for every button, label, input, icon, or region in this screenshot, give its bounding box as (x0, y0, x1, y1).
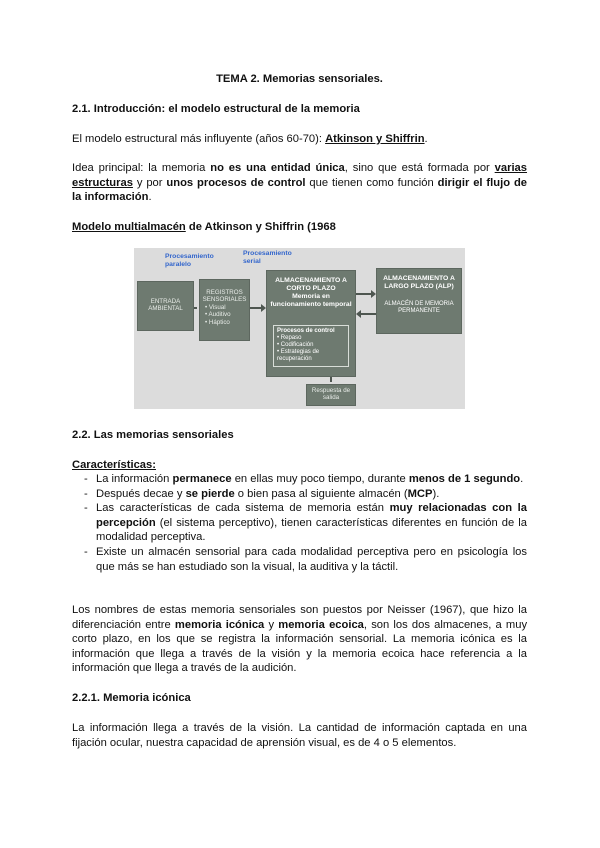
neisser-text-2: y (264, 618, 279, 631)
neisser-text-3: , son los dos almacenes, a muy corto plazo, en los que se registra la información sensorial. La memoria icónica es la información que llega a través de la visión y la memoria ecoica hace referencia a la información que llega a través de la audición. (72, 618, 528, 675)
intro-text: El modelo estructural más influyente (años 60-70): (72, 133, 326, 145)
short-term-store-title: ALMACENAMIENTO A CORTO PLAZO (275, 277, 347, 292)
main-idea-paragraph (72, 161, 527, 205)
arrowhead-stm-icon (261, 304, 266, 312)
arrow-stm-to-output (330, 377, 332, 382)
sensory-registers-title: REGISTROS SENSORIALES (202, 289, 247, 304)
idea-bold-1: no es una entidad única (210, 162, 345, 174)
long-term-store-box (376, 268, 462, 334)
response-output-label: Respuesta de salida (311, 387, 351, 402)
idea-bold-2: unos procesos de control (166, 176, 306, 189)
idea-bold-underline: varias estructuras (72, 162, 528, 189)
list-item (72, 487, 527, 502)
b3-text-1: Las características de cada sistema de memoria están (96, 502, 390, 515)
b2-text-1: Después decae y (96, 487, 186, 500)
arrowhead-ltm-icon (371, 290, 376, 298)
idea-text-5: . (148, 191, 152, 204)
multistore-model-diagram (134, 248, 465, 409)
b4-text: Existe un almacén sensorial para cada modalidad perceptiva pero en psicología los que más se han estudiado son la visual, la auditiva y la táctil. (96, 545, 527, 573)
b2-bold-2: MCP (407, 487, 433, 500)
b2-text-3: ). (432, 487, 440, 500)
long-term-store-subtitle: ALMACÉN DE MEMORIA PERMANENTE (384, 301, 454, 314)
short-term-store-subtitle: Memoria en funcionamiento temporal (270, 293, 352, 308)
environmental-input-label: ENTRADA AMBIENTAL (148, 298, 183, 313)
intro-paragraph (72, 132, 527, 147)
section-heading-2-1 (72, 102, 527, 117)
sensory-registers-box (199, 279, 250, 341)
label-serial-processing: Procesamiento serial (243, 250, 292, 265)
neisser-bold-2: memoria ecoica (278, 618, 364, 631)
idea-text-4: que tienen como función (305, 176, 438, 189)
list-item (72, 472, 527, 487)
iconic-memory-paragraph: La información llega a través de la visión. La cantidad de información captada en una fijación ocular, nuestra capacidad de aprensión visual, es de 4 o 5 elementos. (72, 722, 527, 749)
short-term-store-box (266, 270, 356, 377)
control-processes-box (273, 325, 349, 367)
arrow-input-to-registers (194, 307, 197, 309)
neisser-paragraph (72, 603, 527, 676)
sensory-item-auditory: • Auditivo (205, 311, 231, 319)
authors-emphasis: Atkinson y Shiffrin (325, 133, 425, 145)
model-rest: de Atkinson y Shiffrin (1968 (185, 221, 336, 233)
b1-bold-2: menos de 1 segundo (408, 473, 521, 485)
heading-text: 2.2.1. Memoria icónica (72, 692, 191, 704)
idea-text-3: y por (132, 176, 167, 189)
b1-text-1: La información (96, 473, 173, 485)
arrow-ltm-to-stm (359, 313, 376, 315)
sensory-item-haptic: • Háptico (205, 318, 230, 326)
heading-text: 2.2. Las memorias sensoriales (72, 429, 234, 441)
heading-text: 2.1. Introducción: el modelo estructural de la memoria (72, 103, 360, 115)
characteristics-list (72, 472, 527, 574)
response-output-box (306, 384, 356, 406)
idea-text-1: Idea principal: la memoria (72, 162, 211, 174)
control-processes-title: Procesos de control (277, 328, 335, 334)
b3-text-2: (el sistema perceptivo), tienen características diferentes en función de la modalidad perceptiva. (96, 516, 527, 544)
characteristics-label (72, 458, 527, 473)
arrowhead-back-icon (356, 310, 361, 318)
idea-text-2: , sino que está formada por (344, 162, 495, 174)
b1-text-2: en ellas muy poco tiempo, durante (231, 473, 409, 485)
b2-text-2: o bien pasa al siguiente almacén ( (234, 487, 408, 500)
idea-bold-3: dirigir el flujo de la información (72, 176, 527, 204)
list-item (72, 501, 527, 545)
control-item-retrieval: • Estrategias de recuperación (277, 349, 320, 362)
document-title: TEMA 2. Memorias sensoriales. (216, 73, 383, 85)
environmental-input-box (137, 281, 194, 331)
control-item-rehearsal: • Repaso (277, 335, 302, 341)
characteristics-text: Características: (72, 459, 156, 471)
sensory-item-visual: • Visual (205, 303, 226, 311)
intro-period: . (424, 133, 428, 145)
list-item (72, 545, 527, 574)
model-underlined: Modelo multialmacén (72, 221, 186, 233)
neisser-text-1: Los nombres de estas memoria sensoriales son puestos por Neisser (1967), que hizo la diferenciación entre (72, 604, 527, 631)
long-term-store-title: ALMACENAMIENTO A LARGO PLAZO (ALP) (383, 275, 455, 290)
b1-text-3: . (520, 473, 524, 485)
model-heading (72, 220, 527, 235)
section-heading-2-2 (72, 428, 527, 443)
b2-bold-1: se pierde (185, 487, 235, 500)
b3-bold-1: muy relacionadas con la percepción (96, 502, 527, 529)
b1-bold-1: permanece (172, 473, 232, 485)
control-item-coding: • Codificación (277, 342, 314, 348)
neisser-bold-1: memoria icónica (174, 618, 265, 631)
label-parallel-processing: Procesamiento paralelo (165, 253, 214, 268)
section-heading-2-2-1 (72, 691, 527, 706)
